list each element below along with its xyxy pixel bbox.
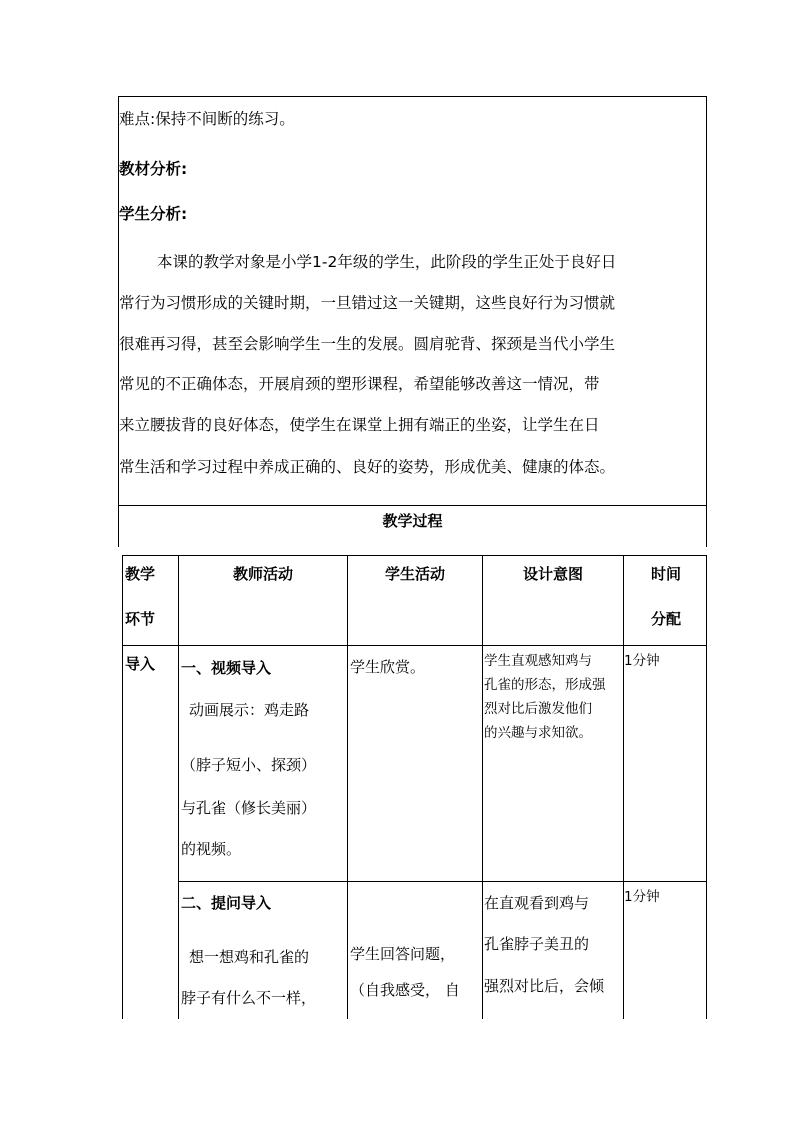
divider bbox=[119, 505, 706, 506]
column-divider bbox=[482, 556, 483, 1019]
difficulty-text: 难点:保持不间断的练习。 bbox=[119, 110, 295, 128]
design-intent-line: 烈对比后激发他们 bbox=[484, 701, 592, 717]
teacher-activity-line: （脖子短小、探颈） bbox=[181, 756, 317, 774]
teacher-activity-line: 脖子有什么不一样， bbox=[181, 989, 317, 1007]
paragraph-line: 本课的教学对象是小学1-2年级的学生，此阶段的学生正处于良好日 bbox=[157, 253, 617, 271]
header-student-activity: 学生活动 bbox=[384, 565, 445, 583]
student-activity-line: （自我感受， 自 bbox=[350, 981, 460, 999]
teaching-process-title: 教学过程 bbox=[382, 512, 443, 530]
header-stage bbox=[125, 564, 155, 629]
design-intent-line: 孔雀的形态，形成强 bbox=[484, 677, 606, 693]
time-cell: 1分钟 bbox=[624, 653, 660, 669]
teacher-activity-line: 的视频。 bbox=[181, 840, 242, 858]
design-intent-line: 孔雀脖子美丑的 bbox=[484, 935, 590, 953]
header-stage-line: 教学 bbox=[125, 565, 156, 583]
teacher-activity-line: 动画展示：鸡走路 bbox=[189, 701, 310, 719]
time-cell: 1分钟 bbox=[624, 889, 660, 905]
row-divider bbox=[123, 645, 706, 646]
paragraph-line: 来立腰拔背的良好体态，使学生在课堂上拥有端正的坐姿，让学生在日 bbox=[119, 416, 600, 434]
student-activity-cell: 学生欣赏。 bbox=[350, 658, 426, 676]
material-analysis-heading: 教材分析: bbox=[119, 160, 188, 178]
student-activity-line: 学生回答问题， bbox=[350, 945, 456, 963]
header-time-line: 分配 bbox=[650, 610, 681, 628]
design-intent-line: 强烈对比后，会倾 bbox=[484, 977, 605, 995]
teacher-activity-title: 二、提问导入 bbox=[181, 894, 272, 912]
stage-cell: 导入 bbox=[125, 655, 156, 673]
student-analysis-heading: 学生分析: bbox=[119, 205, 188, 223]
design-intent-line: 学生直观感知鸡与 bbox=[484, 653, 592, 669]
paragraph-line: 常行为习惯形成的关键时期，一旦错过这一关键期，这些良好行为习惯就 bbox=[119, 294, 616, 312]
column-divider bbox=[347, 556, 348, 1019]
paragraph-line: 很难再习得，甚至会影响学生一生的发展。圆肩驼背、探颈是当代小学生 bbox=[119, 335, 616, 353]
row-divider bbox=[178, 881, 706, 882]
design-intent-line: 的兴趣与求知欲。 bbox=[484, 725, 592, 741]
design-intent-line: 在直观看到鸡与 bbox=[484, 894, 590, 912]
teacher-activity-line: 想一想鸡和孔雀的 bbox=[189, 948, 310, 966]
paragraph-line: 常见的不正确体态，开展肩颈的塑形课程，希望能够改善这一情况，带 bbox=[119, 375, 600, 393]
header-design-intent: 设计意图 bbox=[522, 565, 583, 583]
header-teacher-activity: 教师活动 bbox=[232, 565, 293, 583]
analysis-section bbox=[118, 96, 707, 547]
header-time-line: 时间 bbox=[650, 565, 681, 583]
teacher-activity-title: 一、视频导入 bbox=[181, 659, 272, 677]
column-divider bbox=[178, 556, 179, 1019]
header-stage-line: 环节 bbox=[125, 610, 156, 628]
paragraph-line: 常生活和学习过程中养成正确的、良好的姿势，形成优美、健康的体态。 bbox=[119, 458, 616, 476]
teacher-activity-line: 与孔雀（修长美丽） bbox=[181, 799, 317, 817]
teaching-process-table bbox=[122, 555, 707, 1019]
header-time bbox=[624, 564, 708, 629]
